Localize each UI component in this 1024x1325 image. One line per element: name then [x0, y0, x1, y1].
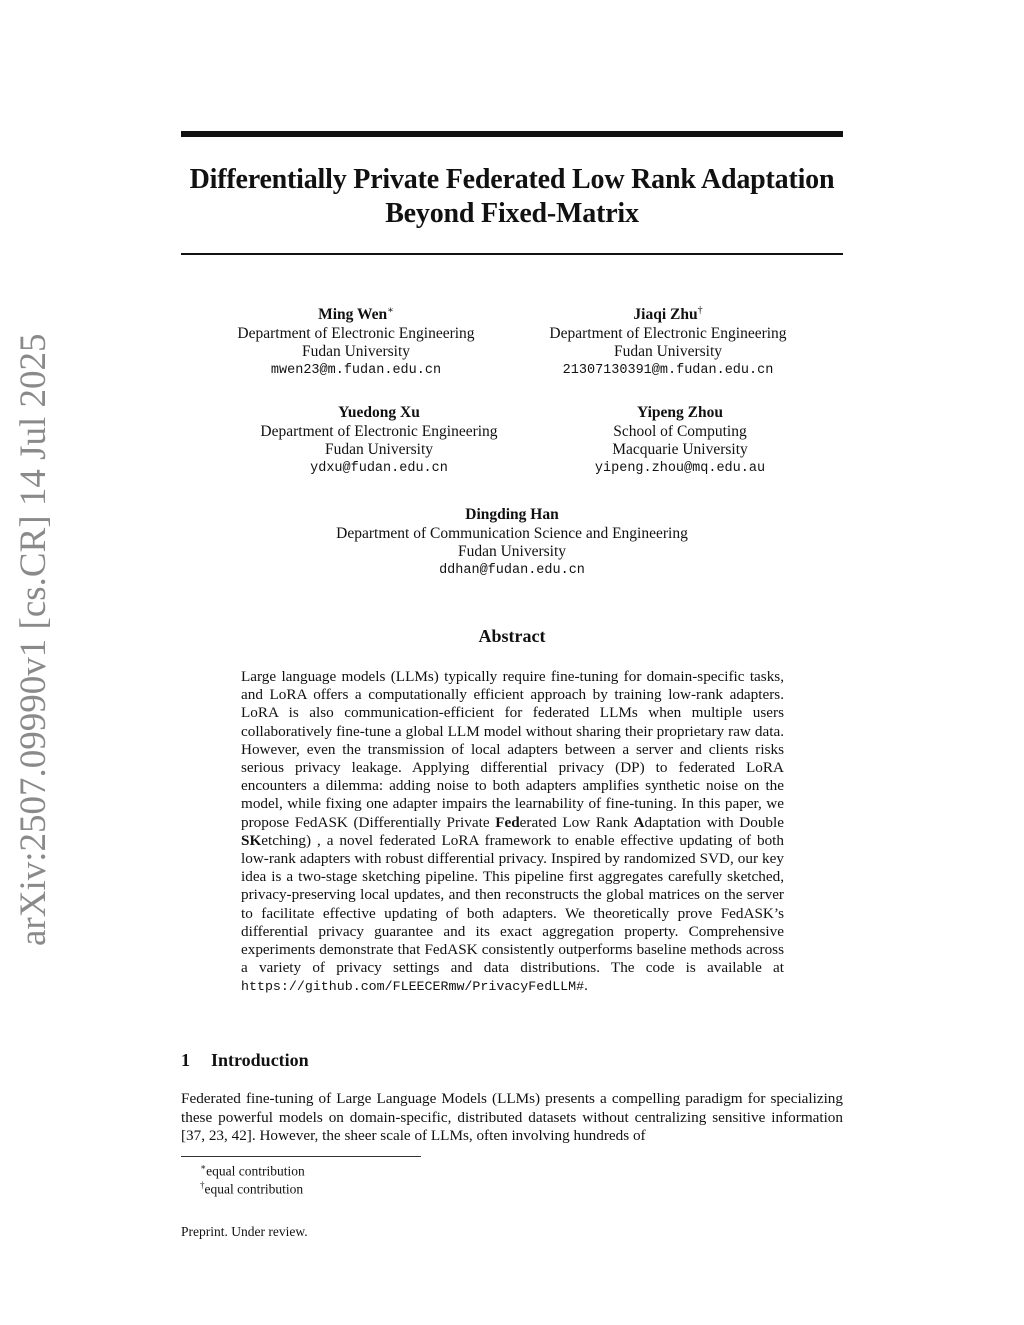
- author-name: Ming Wen∗: [318, 305, 394, 324]
- footnote-2: †equal contribution: [200, 1180, 304, 1197]
- section-title: Introduction: [211, 1050, 309, 1070]
- author-email[interactable]: yipeng.zhou@mq.edu.au: [594, 460, 766, 476]
- author-email[interactable]: mwen23@m.fudan.edu.cn: [270, 362, 442, 378]
- preprint-notice: Preprint. Under review.: [181, 1224, 308, 1239]
- author-department: School of Computing: [613, 422, 747, 440]
- code-link[interactable]: https://github.com/FLEECERmw/PrivacyFedLLM#: [241, 979, 585, 995]
- arxiv-identifier[interactable]: arXiv:2507.09990v1 [cs.CR] 14 Jul 2025: [13, 333, 54, 946]
- author-university: Fudan University: [324, 441, 434, 458]
- author-email[interactable]: ddhan@fudan.edu.cn: [439, 562, 585, 578]
- title-line-2: Beyond Fixed-Matrix: [385, 198, 639, 229]
- title-line-1: Differentially Private Federated Low Rank Adaptation: [189, 164, 835, 195]
- author-block-3: [209, 404, 549, 478]
- footnote-divider: [181, 1156, 421, 1157]
- author-block-5: [312, 506, 712, 580]
- author-block-2: [498, 302, 838, 380]
- author-name: Dingding Han: [465, 506, 559, 523]
- abstract-text: Large language models (LLMs) typically require fine-tuning for domain-specific tasks, and LoRA offers a computationally efficient approach by training low-rank adapters. LoRA is also communication-efficient for federated LLMs when multiple users collaboratively fine-tune a global LLM model without sharing their proprietary raw data. However, even the transmission of local adapters between a server and clients risks serious privacy leakage. Applying differential privacy (DP) to federated LoRA encounters a dilemma: adding noise to both adapters amplifies synthetic noise on the model, while fixing one adapter impairs the learnability of fine-tuning. In this paper, we propose FedASK (Differentially Private Federated Low Rank Adaptation with Double SKetching) , a novel federated LoRA framework to enable effective updating of both low-rank adapters with robust differential privacy. Inspired by randomized SVD, our key idea is a two-stage sketching pipeline. This pipeline first aggregates carefully sketched, privacy-preserving local updates, and then reconstructs the global matrices on the server to facilitate effective updating of both adapters. We theoretically prove FedASK’s differential privacy guarantee and its exact aggregation property. Comprehensive experiments demonstrate that FedASK consistently outperforms baseline methods across a variety of privacy settings and data distributions. The code is available at https://github.com/FLEECERmw/PrivacyFedLLM#.: [241, 668, 784, 995]
- author-email[interactable]: 21307130391@m.fudan.edu.cn: [562, 362, 774, 378]
- title-rule-bottom: [181, 253, 843, 255]
- author-university: Macquarie University: [612, 441, 748, 458]
- author-name: Jiaqi Zhu†: [633, 305, 703, 324]
- author-name: Yipeng Zhou: [637, 404, 723, 421]
- author-block-4: [510, 404, 850, 478]
- abstract-heading: Abstract: [478, 626, 546, 646]
- author-name: Yuedong Xu: [338, 404, 420, 421]
- author-block-1: [186, 302, 526, 380]
- author-department: Department of Electronic Engineering: [260, 422, 498, 440]
- author-department: Department of Communication Science and Engineering: [336, 524, 688, 542]
- author-department: Department of Electronic Engineering: [549, 324, 787, 342]
- section-number: 1: [181, 1050, 190, 1070]
- introduction-text: Federated fine-tuning of Large Language Models (LLMs) presents a compelling paradigm for specializing these powerful models on domain-specific, distributed datasets without centralizing sensitive information [37, 23, 42]. However, the sheer scale of LLMs, often involving hundreds of: [181, 1090, 843, 1144]
- author-department: Department of Electronic Engineering: [237, 324, 475, 342]
- paper-title: [160, 163, 864, 231]
- author-university: Fudan University: [613, 343, 723, 361]
- footnote-1: ∗equal contribution: [200, 1162, 305, 1179]
- section-heading-introduction: [181, 1049, 309, 1071]
- author-university: Fudan University: [457, 543, 567, 560]
- title-rule-top: [181, 131, 843, 137]
- author-university: Fudan University: [301, 343, 411, 361]
- author-email[interactable]: ydxu@fudan.edu.cn: [310, 460, 448, 476]
